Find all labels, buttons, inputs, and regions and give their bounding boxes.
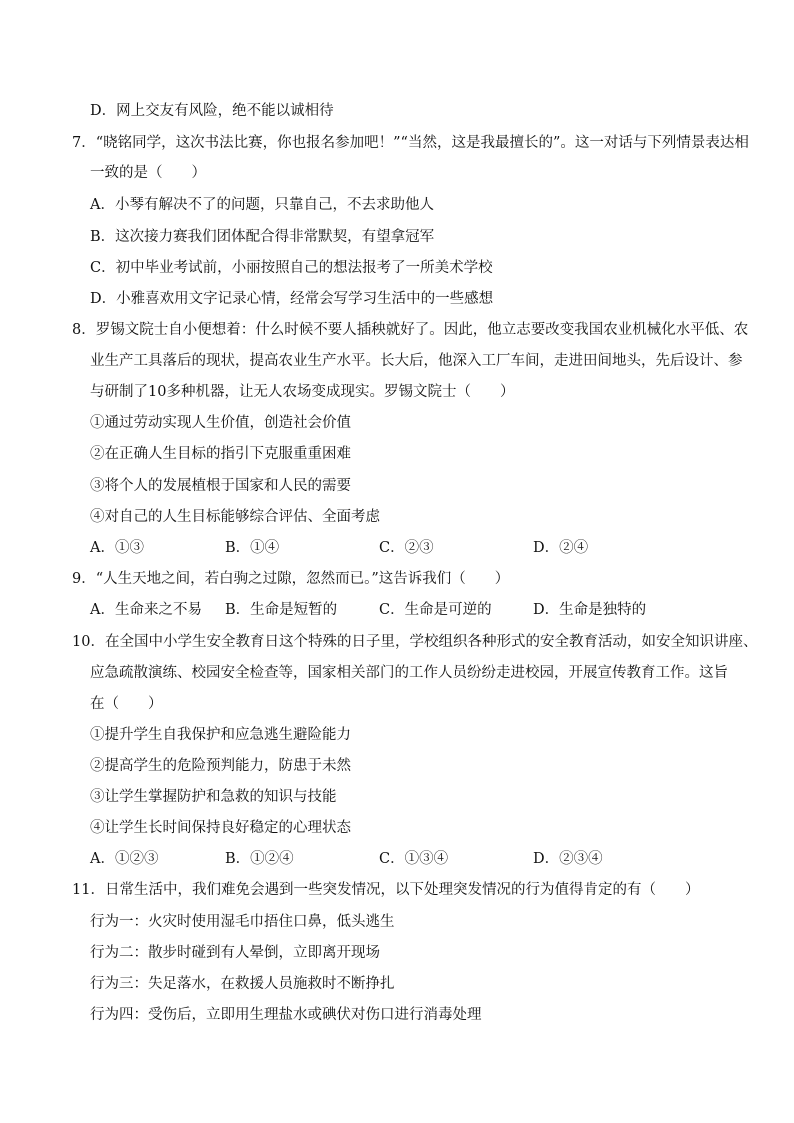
q10-statement-2: ②提高学生的危险预判能力，防患于未然 <box>90 758 351 774</box>
q11-behavior-1: 行为一：火灾时使用湿毛巾捂住口鼻，低头逃生 <box>90 914 395 930</box>
q9-option-c: C．生命是可逆的 <box>379 602 492 618</box>
q10-statement-3: ③让学生掌握防护和急救的知识与技能 <box>90 789 337 805</box>
q7-stem-line1: 7．“晓铭同学，这次书法比赛，你也报名参加吧！”“当然，这是我最擅长的”。这一对话与下列情景表达相 <box>72 135 749 151</box>
q10-option-b: B．①②④ <box>225 851 294 867</box>
q8-option-a: A．①③ <box>90 540 144 556</box>
q8-stem-line2: 业生产工具落后的现状，提高农业生产水平。长大后，他深入工厂车间，走进田间地头，先后设计、参 <box>90 353 743 369</box>
q10-option-d: D．②③④ <box>533 851 603 867</box>
q10-statement-4: ④让学生长时间保持良好稳定的心理状态 <box>90 820 351 836</box>
q10-stem-line3: 在（ ） <box>90 696 163 712</box>
q11-behavior-4: 行为四：受伤后，立即用生理盐水或碘伏对伤口进行消毒处理 <box>90 1007 482 1023</box>
q7-option-a: A．小琴有解决不了的问题，只靠自己，不去求助他人 <box>90 197 434 213</box>
q7-option-d: D．小雅喜欢用文字记录心情，经常会写学习生活中的一些感想 <box>90 291 494 307</box>
q8-statement-4: ④对自己的人生目标能够综合评估、全面考虑 <box>90 509 380 525</box>
q10-statement-1: ①提升学生自我保护和应急逃生避险能力 <box>90 727 351 743</box>
q8-option-d: D．②④ <box>533 540 589 556</box>
q9-option-b: B．生命是短暂的 <box>225 602 338 618</box>
q11-behavior-3: 行为三：失足落水，在救援人员施救时不断挣扎 <box>90 976 395 992</box>
q7-stem-line2: 一致的是（ ） <box>90 165 206 181</box>
q6-option-d: D．网上交友有风险，绝不能以诚相待 <box>90 103 334 119</box>
q10-stem-line1: 10．在全国中小学生安全教育日这个特殊的日子里，学校组织各种形式的安全教育活动，如安全知识讲座、 <box>72 634 758 650</box>
q10-option-c: C．①③④ <box>379 851 449 867</box>
q9-stem-line1: 9．“人生天地之间，若白驹之过隙，忽然而已。”这告诉我们（ ） <box>72 571 510 587</box>
q8-stem-line3: 与研制了10多种机器，让无人农场变成现实。罗锡文院士（ ） <box>90 384 515 400</box>
q10-option-a: A．①②③ <box>90 851 159 867</box>
q8-stem-line1: 8．罗锡文院士自小便想着：什么时候不要人插秧就好了。因此，他立志要改变我国农业机械化水平低、农 <box>72 322 749 338</box>
q8-statement-1: ①通过劳动实现人生价值，创造社会价值 <box>90 415 351 431</box>
q8-statement-3: ③将个人的发展植根于国家和人民的需要 <box>90 478 351 494</box>
q8-statement-2: ②在正确人生目标的指引下克服重重困难 <box>90 446 351 462</box>
q8-option-b: B．①④ <box>225 540 280 556</box>
q11-behavior-2: 行为二：散步时碰到有人晕倒，立即离开现场 <box>90 945 380 961</box>
q8-option-c: C．②③ <box>379 540 434 556</box>
q9-option-a: A．生命来之不易 <box>90 602 202 618</box>
q7-option-b: B．这次接力赛我们团体配合得非常默契，有望拿冠军 <box>90 229 435 245</box>
q11-stem-line1: 11．日常生活中，我们难免会遇到一些突发情况，以下处理突发情况的行为值得肯定的有（ ） <box>72 882 700 898</box>
q9-option-d: D．生命是独特的 <box>533 602 647 618</box>
q7-option-c: C．初中毕业考试前，小丽按照自己的想法报考了一所美术学校 <box>90 260 493 276</box>
q10-stem-line2: 应急疏散演练、校园安全检查等，国家相关部门的工作人员纷纷走进校园，开展宣传教育工作。这旨 <box>90 665 728 681</box>
